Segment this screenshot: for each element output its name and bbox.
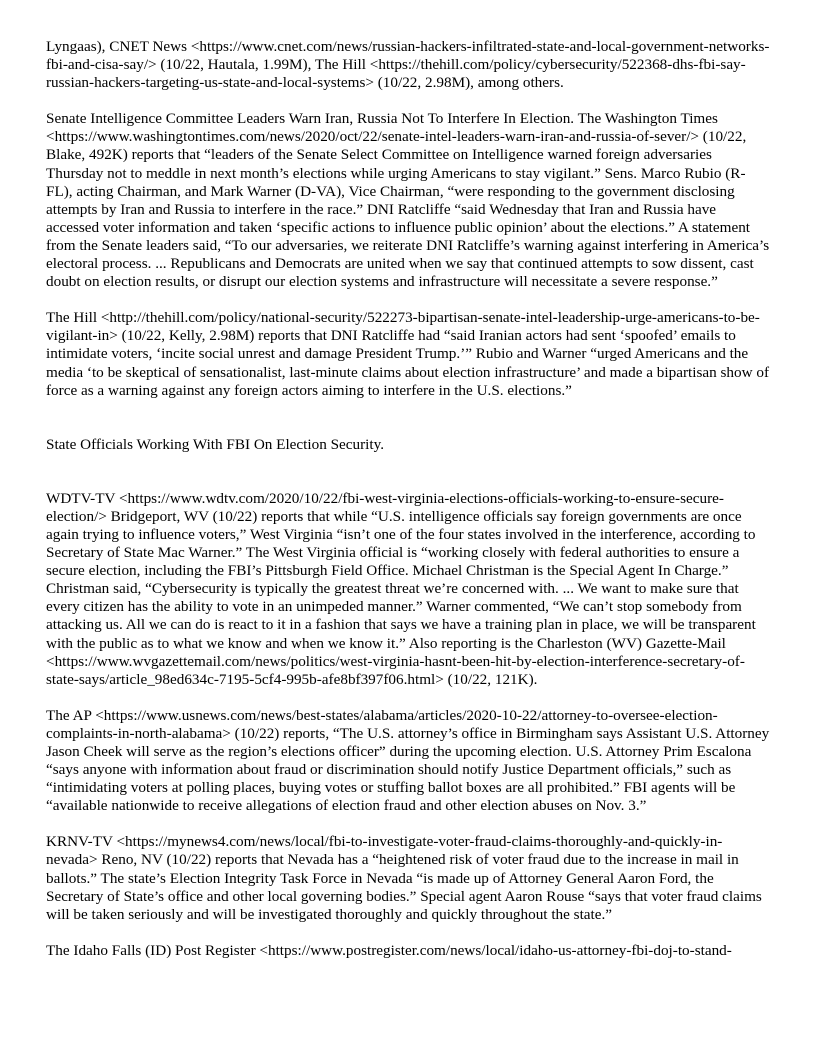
section-heading-state-officials: State Officials Working With FBI On Election Security. [46,435,385,453]
paragraph-ap: The AP <https://www.usnews.com/news/best-states/alabama/articles/2020-10-22/attorney-to-oversee-election-complaints-in-north-alabama> (10/22) reports, “The U.S. attorney’s office in Birmingham says Assistant U.S. Attorney Jason Cheek will serve as the region’s elections officer” during the upcoming election. U.S. Attorney Prim Escalona “says anyone with information about fraud or discrimination should notify Justice Department officials,” such as “intimidating voters at polling places, buying votes or stuffing ballot boxes are all prohibited.” FBI agents will be “available nationwide to receive allegations of election fraud and other election abuses on Nov. 3.” [46,706,770,815]
paragraph-senate-intel-washington-times: Senate Intelligence Committee Leaders Warn Iran, Russia Not To Interfere In Election. The Washington Times <https://www.washingtontimes.com/news/2020/oct/22/senate-intel-leaders-warn-iran-and-russia-of-sever/> (10/22, Blake, 492K) reports that “leaders of the Senate Select Committee on Intelligence warned foreign adversaries Thursday not to meddle in next month’s elections while urging Americans to stay vigilant.” Sens. Marco Rubio (R-FL), acting Chairman, and Mark Warner (D-VA), Vice Chairman, “were responding to the government disclosing attempts by Iran and Russia to interfere in the race.” DNI Ratcliffe “said Wednesday that Iran and Russia have accessed voter information and taken ‘specific actions to influence public opinion’ about the elections.” A statement from the Senate leaders said, “To our adversaries, we reiterate DNI Ratcliffe’s warning against interfering in America’s electoral process. ... Republicans and Democrats are united when we say that continued attempts to sow dissent, cast doubt on election results, or disrupt our election systems and infrastructure will necessitate a severe response.” [46,110,770,291]
paragraph-wdtv: WDTV-TV <https://www.wdtv.com/2020/10/22/fbi-west-virginia-elections-officials-working-to-ensure-secure-election/> Bridgeport, WV (10/22) reports that while “U.S. intelligence officials say foreign governments are once again trying to influence voters,” West Virginia “isn’t one of the four states involved in the interference, according to Secretary of State Mac Warner.” The West Virginia official is “working closely with federal authorities to ensure a secure election, including the FBI’s Pittsburgh Field Office. Michael Christman is the Special Agent In Charge.” Christman said, “Cybersecurity is typically the greatest threat we’re concerned with. ... We want to make sure that every citizen has the ability to vote in an unimpeded manner.” Warner commented, “We can’t stop somebody from attacking us. All we can do is react to it in a fashion that says we have a training plan in place, we will be transparent with the public as to what we know and when we know it.” Also reporting is the Charleston (WV) Gazette-Mail <https://www.wvgazettemail.com/news/politics/west-virginia-hasnt-been-hit-by-election-interference-secretary-of-state-says/article_98ed634c-7195-5cf4-995b-afe8bf397f06.html> (10/22, 121K). [46,489,756,688]
paragraph-the-hill: The Hill <http://thehill.com/policy/national-security/522273-bipartisan-senate-intel-leadership-urge-americans-to-be-vigilant-in> (10/22, Kelly, 2.98M) reports that DNI Ratcliffe had “said Iranian actors had sent ‘spoofed’ emails to intimidate voters, ‘incite social unrest and damage President Trump.’” Rubio and Warner “urged Americans and the media ‘to be skeptical of sensationalist, last-minute claims about election infrastructure’ and made a bipartisan show of force as a warning against any foreign actors aiming to interfere in the U.S. elections.” [46,309,770,399]
paragraph-cnet-continued: Lyngaas), CNET News <https://www.cnet.com/news/russian-hackers-infiltrated-state-and-local-government-networks-fbi-and-cisa-say/> (10/22, Hautala, 1.99M), The Hill <https://thehill.com/policy/cybersecurity/522368-dhs-fbi-say-russian-hackers-targeting-us-state-and-local-systems> (10/22, 2.98M), among others. [46,38,770,92]
paragraph-krnv: KRNV-TV <https://mynews4.com/news/local/fbi-to-investigate-voter-fraud-claims-thoroughly-and-quickly-in-nevada> Reno, NV (10/22) reports that Nevada has a “heightened risk of voter fraud due to the increase in mail in ballots.” The state’s Election Integrity Task Force in Nevada “is made up of Attorney General Aaron Ford, the Secretary of State’s office and other local governing bodies.” Special agent Aaron Rouse “says that voter fraud claims will be taken seriously and will be investigated thoroughly and quickly throughout the state.” [46,833,762,923]
paragraph-idaho-falls: The Idaho Falls (ID) Post Register <https://www.postregister.com/news/local/idaho-us-attorney-fbi-doj-to-stand- [46,941,732,959]
